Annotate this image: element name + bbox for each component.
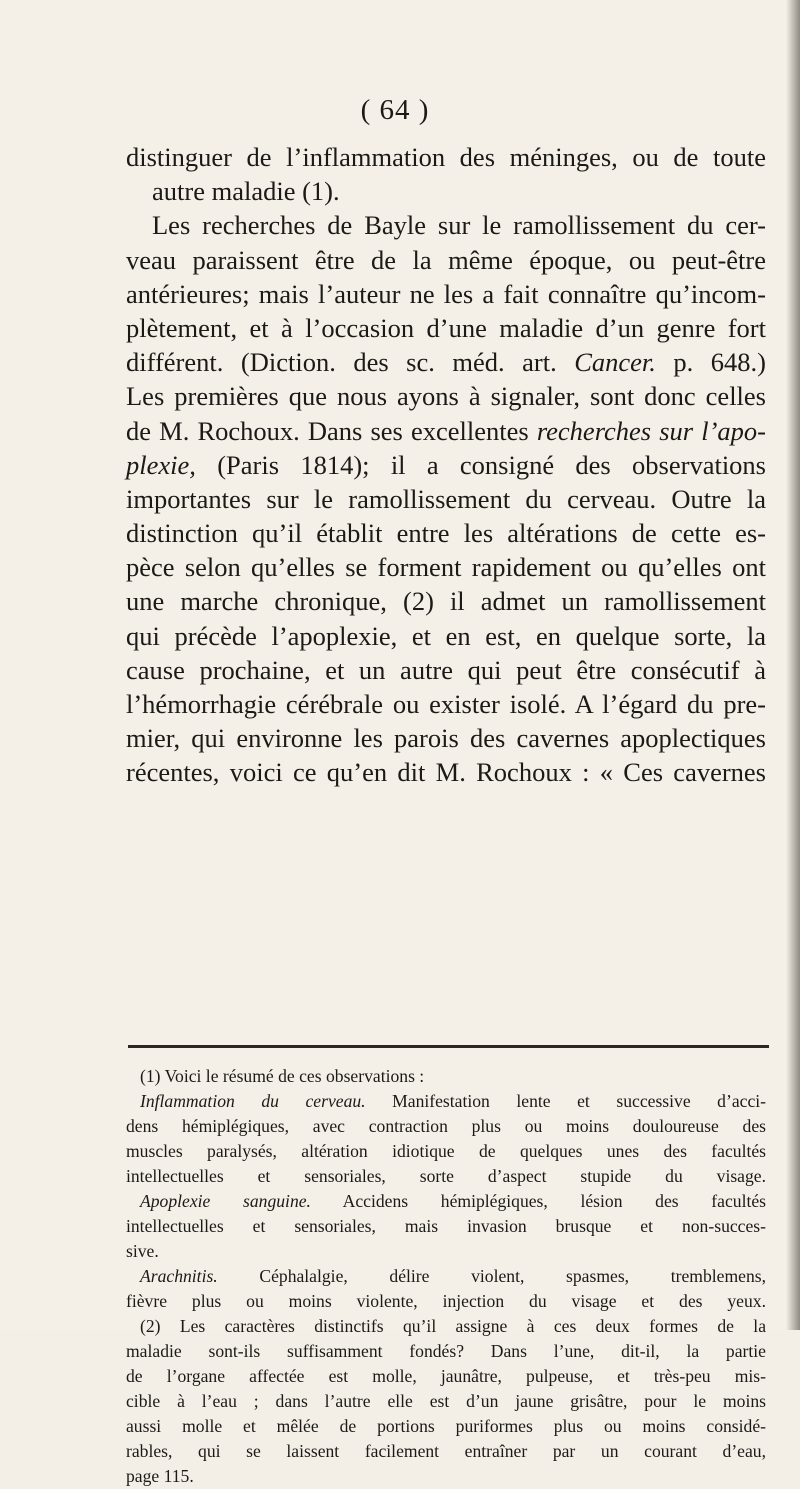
footnote-line: Arachnitis. Céphalalgie, délire violent, spasmes, tremblemens, — [140, 1266, 766, 1286]
text-line: pèce selon qu’elles se forment rapidement ou qu’elles ont — [126, 552, 766, 583]
text-line: distinction qu’il établit entre les altérations de cette es- — [126, 518, 766, 549]
text-line: différent. (Diction. des sc. méd. art. Cancer. p. 648.) — [126, 347, 766, 378]
italic-term: Inflammation du cerveau. — [140, 1091, 366, 1111]
text-line: distinguer de l’inflammation des méninges, ou de toute — [126, 142, 766, 172]
footnote-line: intellectuelles et sensoriales, mais invasion brusque et non-succes- — [126, 1216, 766, 1236]
footnote-line: aussi molle et mêlée de portions puriformes plus ou moins considé- — [126, 1416, 766, 1436]
italic-term: Cancer. — [574, 347, 656, 378]
text-line: cause prochaine, et un autre qui peut être consécutif à — [126, 654, 766, 685]
text-line: Les premières que nous ayons à signaler, sont donc celles — [126, 381, 766, 412]
footnote-line: sive. — [126, 1241, 159, 1261]
italic-term: plexie, — [126, 449, 196, 480]
text-line: qui précède l’apoplexie, et en est, en quelque sorte, la — [126, 620, 766, 651]
text-line: l’hémorrhagie cérébrale ou exister isolé. A l’égard du pre- — [126, 689, 766, 719]
footnote-line: intellectuelles et sensoriales, sorte d’aspect stupide du visage. — [126, 1166, 766, 1186]
footnote-line: muscles paralysés, altération idiotique de quelques unes des facultés — [126, 1141, 766, 1161]
text-line: antérieures; mais l’auteur ne les a fait connaître qu’incom- — [126, 278, 766, 309]
footnote-line: cible à l’eau ; dans l’autre elle est d’un jaune grisâtre, pour le moins — [126, 1391, 766, 1411]
text-line: importantes sur le ramollissement du cerveau. Outre la — [126, 483, 766, 514]
footnote-line: de l’organe affectée est molle, jaunâtre, pulpeuse, et très-peu mis- — [126, 1366, 766, 1386]
page-number: ( 64 ) — [360, 94, 430, 126]
text-line: plexie, (Paris 1814); il a consigné des observations — [126, 449, 766, 480]
text-line: plètement, et à l’occasion d’une maladie d’un genre fort — [126, 312, 766, 343]
footnote-line: rables, qui se laissent facilement entraîner par un courant d’eau, — [126, 1441, 766, 1461]
footnote-line: (2) Les caractères distinctifs qu’il assigne à ces deux formes de la — [140, 1316, 766, 1336]
page-edge-shadow — [786, 0, 800, 1330]
footnote-line: Inflammation du cerveau. Manifestation lente et successive d’acci- — [140, 1091, 767, 1111]
footnote-line: maladie sont-ils suffisamment fondés? Dans l’une, dit-il, la partie — [126, 1341, 766, 1361]
footnotes — [126, 1064, 766, 1489]
italic-term: Apoplexie sanguine. — [140, 1191, 311, 1211]
text-line: de M. Rochoux. Dans ses excellentes recherches sur l’apo- — [126, 415, 766, 446]
footnote-line: dens hémiplégiques, avec contraction plus ou moins douloureuse des — [126, 1116, 766, 1136]
text-line: une marche chronique, (2) il admet un ramollissement — [126, 586, 766, 617]
text-line: mier, qui environne les parois des cavernes apoplectiques — [126, 723, 766, 754]
italic-term: recherches sur l’apo- — [536, 415, 766, 446]
footnote-line: (1) Voici le résumé de ces observations : — [140, 1066, 425, 1086]
text-line: Les recherches de Bayle sur le ramollissement du cer- — [152, 210, 766, 241]
text-line: récentes, voici ce qu’en dit M. Rochoux : « Ces cavernes — [126, 757, 766, 788]
main-text — [126, 140, 766, 790]
italic-term: Arachnitis. — [140, 1266, 218, 1286]
footnote-line: page 115. — [126, 1466, 194, 1486]
footnote-separator-rule — [128, 1045, 769, 1048]
text-line: veau paraissent être de la même époque, ou peut-être — [126, 244, 766, 275]
text-line: autre maladie (1). — [152, 176, 340, 207]
footnote-line: Apoplexie sanguine. Accidens hémiplégiques, lésion des facultés — [140, 1191, 767, 1211]
footnote-line: fièvre plus ou moins violente, injection du visage et des yeux. — [126, 1291, 766, 1311]
